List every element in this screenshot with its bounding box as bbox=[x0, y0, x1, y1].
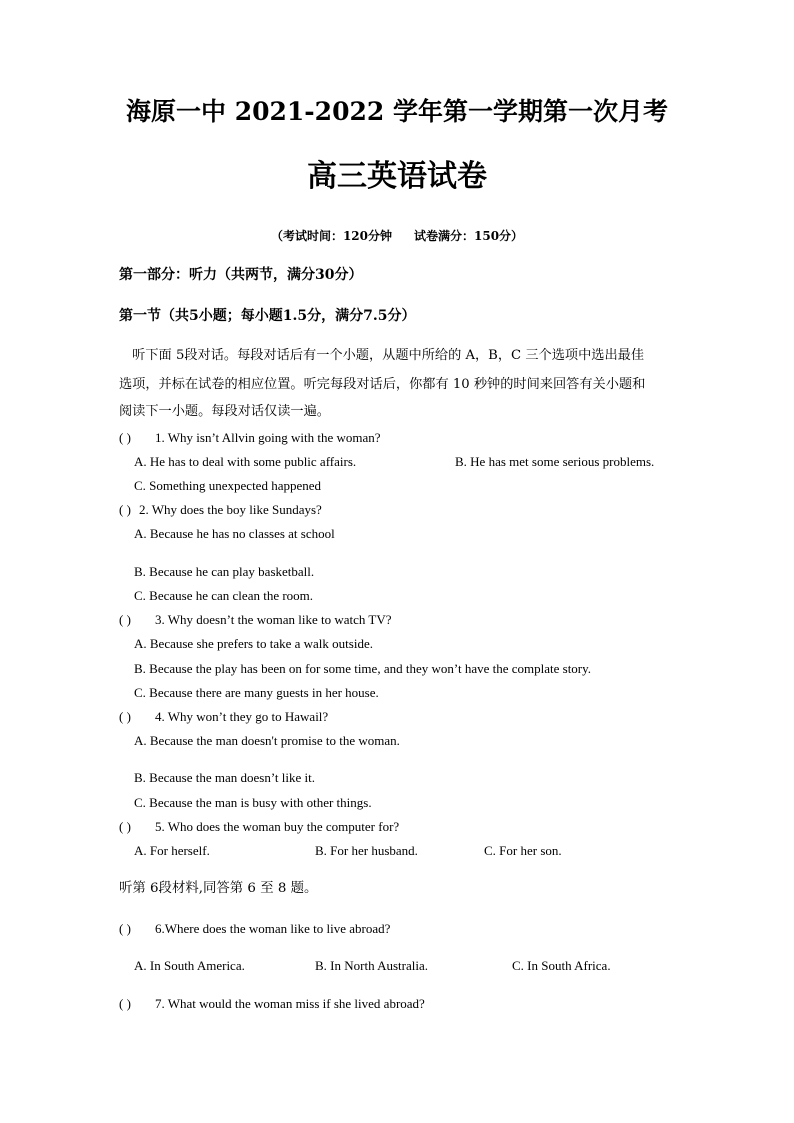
q6-option-c: C. In South Africa. bbox=[512, 958, 611, 973]
question-text: 1. Why isn’t Allvin going with the woman? bbox=[155, 430, 381, 445]
question-3 bbox=[119, 613, 391, 626]
q6-option-a: A. In South America. bbox=[134, 958, 245, 973]
q2-option-b: B. Because he can play basketball. bbox=[134, 564, 315, 579]
question-text: 6.Where does the woman like to live abroad? bbox=[155, 921, 391, 936]
exam-time: （考试时间：120分钟 bbox=[270, 229, 392, 243]
q4-option-a: A. Because the man doesn't promise to the woman. bbox=[134, 733, 400, 748]
question-4 bbox=[119, 710, 328, 723]
answer-blank[interactable]: ( ) bbox=[119, 709, 131, 724]
question-text: 5. Who does the woman buy the computer for? bbox=[155, 819, 400, 834]
section1-heading: 第一节（共5小题；每小题1.5分，满分7.5分） bbox=[119, 308, 416, 324]
answer-blank[interactable]: ( ) bbox=[119, 996, 131, 1011]
part1-heading: 第一部分：听力（共两节，满分30分） bbox=[119, 267, 363, 283]
question-6 bbox=[119, 922, 390, 935]
question-text: 4. Why won’t they go to Hawail? bbox=[155, 709, 329, 724]
exam-info bbox=[0, 230, 794, 242]
q2-option-a: A. Because he has no classes at school bbox=[134, 526, 335, 541]
q3-option-a: A. Because she prefers to take a walk outside. bbox=[134, 636, 373, 651]
intro-line-1: 听下面 5段对话。每段对话后有一个小题，从题中所给的 A，B，C 三个选项中选出最佳 bbox=[119, 348, 645, 363]
q3-option-c: C. Because there are many guests in her house. bbox=[134, 685, 379, 700]
q2-option-c: C. Because he can clean the room. bbox=[134, 588, 314, 603]
q1-option-b: B. He has met some serious problems. bbox=[455, 454, 655, 469]
question-7 bbox=[119, 997, 425, 1010]
q1-option-a: A. He has to deal with some public affairs. bbox=[134, 454, 357, 469]
intro-line-3: 阅读下一小题。每段对话仅读一遍。 bbox=[119, 404, 330, 419]
question-text: 2. Why does the boy like Sundays? bbox=[139, 502, 322, 517]
question-1 bbox=[119, 431, 381, 444]
answer-blank[interactable]: ( ) bbox=[119, 612, 131, 627]
question-text: 7. What would the woman miss if she lived abroad? bbox=[155, 996, 425, 1011]
q6-option-b: B. In North Australia. bbox=[315, 958, 429, 973]
answer-blank[interactable]: ( ) bbox=[119, 819, 131, 834]
exam-score: 试卷满分：150分） bbox=[414, 229, 524, 243]
answer-blank[interactable]: ( ) bbox=[119, 502, 131, 517]
exam-subtitle: 高三英语试卷 bbox=[307, 159, 487, 194]
answer-blank[interactable]: ( ) bbox=[119, 430, 131, 445]
question-2 bbox=[119, 503, 322, 516]
answer-blank[interactable]: ( ) bbox=[119, 921, 131, 936]
q4-option-b: B. Because the man doesn’t like it. bbox=[134, 770, 315, 785]
q5-option-b: B. For her husband. bbox=[315, 843, 418, 858]
intro-line-2: 选项，并标在试卷的相应位置。听完每段对话后，你都有 10 秒钟的时间来回答有关小题和 bbox=[119, 377, 646, 392]
exam-title: 海原一中 2021-2022 学年第一学期第一次月考 bbox=[126, 97, 668, 126]
q1-option-c: C. Something unexpected happened bbox=[134, 478, 322, 493]
q3-option-b: B. Because the play has been on for some time, and they won’t have the complate story. bbox=[134, 661, 592, 676]
q5-option-c: C. For her son. bbox=[484, 843, 562, 858]
question-text: 3. Why doesn’t the woman like to watch TV? bbox=[155, 612, 392, 627]
q5-option-a: A. For herself. bbox=[134, 843, 210, 858]
question-5 bbox=[119, 820, 399, 833]
material-6-note: 听第 6段材料,同答第 6 至 8 题。 bbox=[119, 881, 318, 896]
q4-option-c: C. Because the man is busy with other things. bbox=[134, 795, 372, 810]
